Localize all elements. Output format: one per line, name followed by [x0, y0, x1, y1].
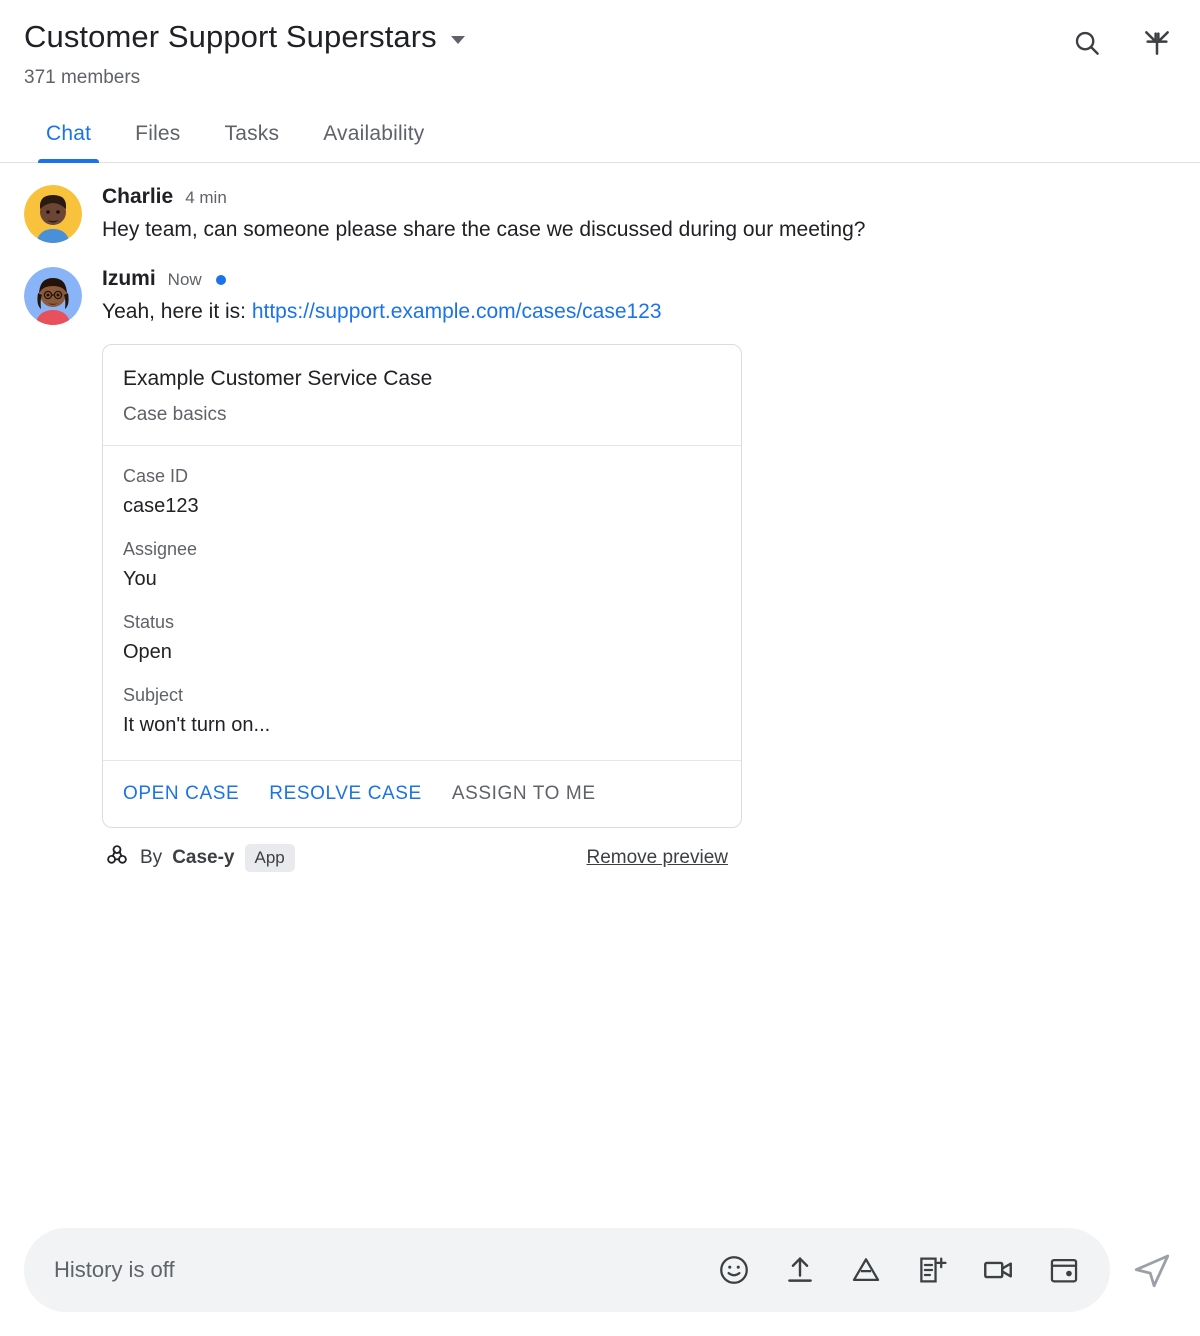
field-assignee: [123, 537, 721, 592]
card-actions: [103, 761, 741, 827]
card-attribution: [104, 842, 295, 874]
remove-preview-link[interactable]: Remove preview: [586, 846, 728, 868]
avatar[interactable]: [24, 267, 82, 325]
send-icon[interactable]: [1128, 1246, 1176, 1294]
message-header: [102, 185, 1176, 209]
field-value: case123: [123, 494, 199, 517]
collapse-icon[interactable]: [1140, 26, 1174, 60]
upload-icon[interactable]: [780, 1250, 820, 1290]
composer-icons: [714, 1250, 1084, 1290]
video-camera-icon[interactable]: [978, 1250, 1018, 1290]
message-timestamp: Now: [167, 270, 202, 290]
field-label: Status: [123, 611, 175, 632]
message-timestamp: 4 min: [185, 188, 227, 207]
app-badge: App: [245, 844, 295, 872]
message-body: [102, 185, 1176, 245]
unread-indicator-dot: [216, 275, 226, 285]
message-item: [24, 185, 1176, 245]
message-list: [0, 163, 1200, 1214]
message-text: Hey team, can someone please share the case we discussed during our meeting?: [102, 218, 866, 241]
emoji-icon[interactable]: [714, 1250, 754, 1290]
space-header: [0, 0, 1200, 90]
webhook-icon: [104, 842, 130, 874]
avatar[interactable]: [24, 185, 82, 243]
docs-add-icon[interactable]: [912, 1250, 952, 1290]
card-header: [103, 345, 741, 446]
bot-name: Case-y: [172, 846, 235, 868]
message-composer[interactable]: [24, 1228, 1110, 1312]
search-icon[interactable]: [1070, 26, 1104, 60]
card-fields: [103, 446, 741, 761]
field-case-id: [123, 464, 721, 519]
member-count: 371 members: [24, 67, 141, 88]
message-author: Charlie: [102, 185, 174, 208]
drive-icon[interactable]: [846, 1250, 886, 1290]
composer-area: [0, 1214, 1200, 1336]
tab-chat[interactable]: Chat: [24, 112, 113, 162]
by-text: By: [140, 846, 163, 868]
chevron-down-icon[interactable]: [451, 36, 465, 44]
header-actions: [1070, 26, 1174, 60]
case-link[interactable]: https://support.example.com/cases/case123: [251, 300, 662, 324]
resolve-case-button[interactable]: RESOLVE CASE: [269, 782, 422, 804]
page-title: Customer Support Superstars: [24, 19, 437, 54]
calendar-icon[interactable]: [1044, 1250, 1084, 1290]
message-item: [24, 267, 1176, 873]
case-preview-card: [102, 344, 742, 828]
message-body: [102, 267, 1176, 873]
field-value: You: [123, 567, 157, 590]
message-text-prefix: Yeah, here it is:: [102, 300, 252, 324]
message-input[interactable]: History is off: [54, 1257, 175, 1282]
field-value: Open: [123, 640, 172, 663]
tab-tasks[interactable]: Tasks: [224, 122, 280, 145]
space-title-row[interactable]: [24, 18, 1176, 56]
field-label: Case ID: [123, 465, 189, 486]
field-subject: [123, 683, 721, 738]
field-status: [123, 610, 721, 665]
tab-files[interactable]: Files: [135, 122, 181, 145]
card-subtitle: Case basics: [123, 403, 227, 425]
message-text: [102, 297, 1002, 327]
space-tabs: [0, 112, 1200, 163]
assign-to-me-button[interactable]: ASSIGN TO ME: [451, 782, 596, 804]
message-author: Izumi: [102, 267, 156, 291]
field-label: Subject: [123, 684, 184, 705]
field-label: Assignee: [123, 538, 198, 559]
message-header: [102, 267, 1176, 291]
card-title: Example Customer Service Case: [123, 366, 433, 390]
open-case-button[interactable]: OPEN CASE: [123, 782, 240, 804]
card-footer: [102, 842, 742, 874]
tab-availability[interactable]: Availability: [323, 122, 425, 145]
field-value: It won't turn on...: [123, 713, 271, 736]
